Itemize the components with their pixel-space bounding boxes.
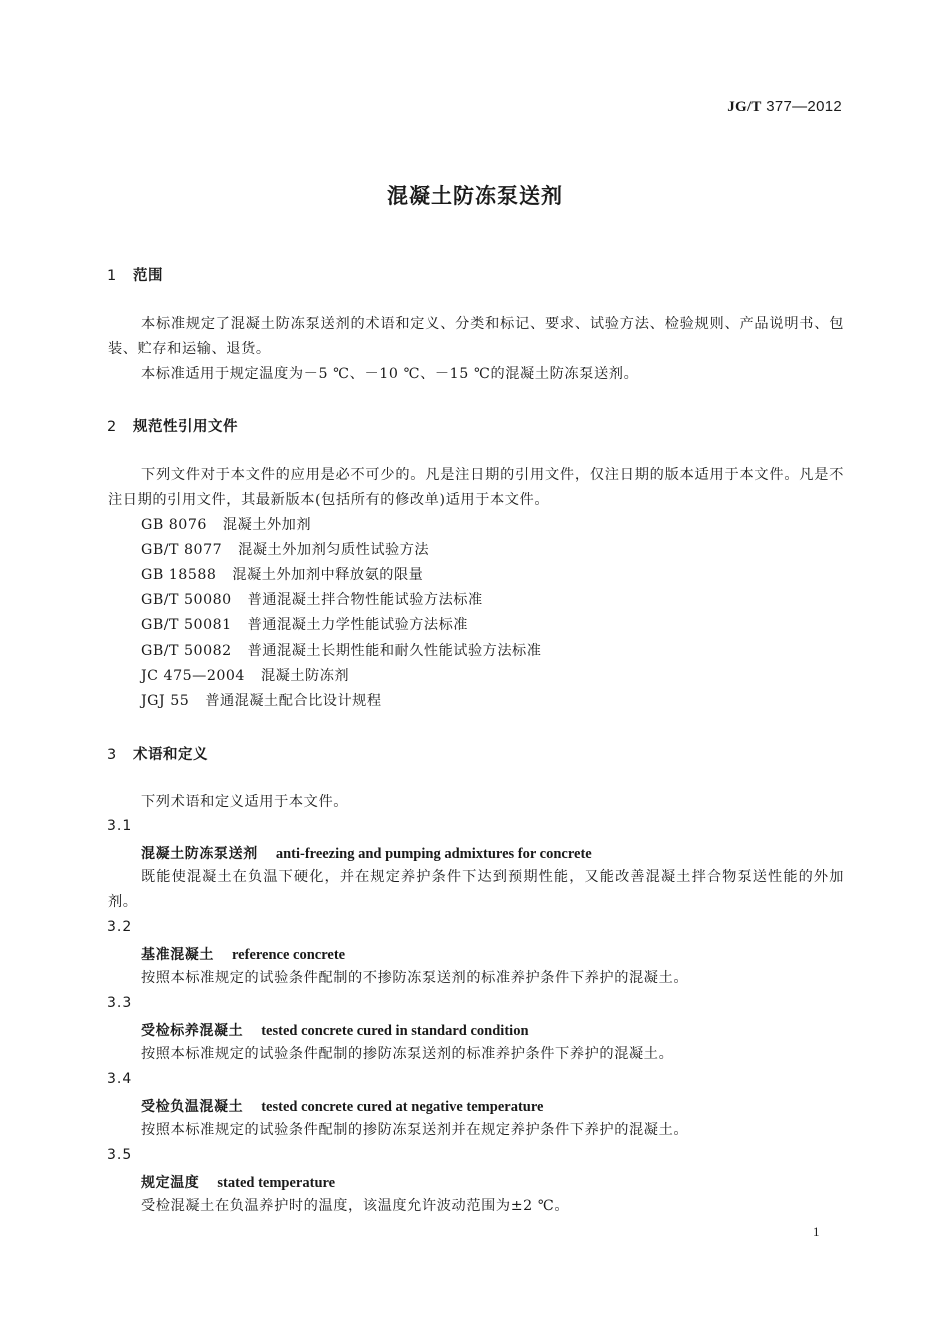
reference-name: 混凝土防冻剂: [260, 668, 350, 684]
term-title: [141, 1096, 543, 1116]
term-chinese: 受检标养混凝土: [141, 1023, 244, 1039]
section-3-paragraph-1: 下列术语和定义适用于本文件。: [141, 794, 349, 810]
reference-code: GB/T 50080: [141, 592, 232, 608]
section-1-paragraph-1: 本标准规定了混凝土防冻泵送剂的术语和定义、分类和标记、要求、试验方法、检验规则、产品说明书、包装、贮存和运输、退货。: [108, 316, 844, 357]
section-title: 术语和定义: [133, 747, 208, 763]
reference-code: GB/T 50082: [141, 643, 232, 659]
reference-item: [141, 539, 429, 559]
standard-prefix: JG/T: [727, 99, 762, 115]
reference-name: 普通混凝土力学性能试验方法标准: [247, 617, 468, 633]
section-number: 2: [107, 419, 117, 435]
reference-code: GB/T 8077: [141, 542, 223, 558]
section-3-heading: [107, 743, 208, 764]
reference-code: JGJ 55: [141, 693, 190, 709]
term-number: 3.1: [107, 818, 133, 834]
section-1-heading: [107, 264, 163, 285]
section-number: 3: [107, 747, 117, 763]
page-number: 1: [813, 1224, 820, 1239]
reference-code: GB/T 50081: [141, 617, 232, 633]
standard-code: [727, 98, 842, 116]
section-number: 1: [107, 268, 117, 284]
term-chinese: 规定温度: [141, 1175, 200, 1191]
term-chinese: 受检负温混凝土: [141, 1099, 244, 1115]
reference-item: [141, 640, 541, 660]
reference-item: [141, 564, 423, 584]
term-chinese: 混凝土防冻泵送剂: [141, 846, 258, 862]
term-definition: 既能使混凝土在负温下硬化，并在规定养护条件下达到预期性能，又能改善混凝土拌合物泵送性能的外加剂。: [108, 869, 844, 910]
reference-item: [141, 589, 483, 609]
term-english: anti-freezing and pumping admixtures for concrete: [275, 846, 592, 862]
term-title: [141, 944, 345, 964]
reference-name: 混凝土外加剂: [222, 517, 312, 533]
term-definition: 按照本标准规定的试验条件配制的不掺防冻泵送剂的标准养护条件下养护的混凝土。: [141, 970, 689, 986]
term-definition: 按照本标准规定的试验条件配制的掺防冻泵送剂并在规定养护条件下养护的混凝土。: [141, 1122, 689, 1138]
section-2-heading: [107, 415, 238, 436]
section-title: 规范性引用文件: [133, 419, 238, 435]
term-english: tested concrete cured in standard condition: [261, 1023, 529, 1039]
term-number: 3.4: [107, 1071, 133, 1087]
reference-code: GB 18588: [141, 567, 217, 583]
reference-code: JC 475—2004: [141, 668, 245, 684]
reference-name: 普通混凝土长期性能和耐久性能试验方法标准: [247, 643, 542, 659]
term-english: tested concrete cured at negative temperature: [261, 1099, 544, 1115]
reference-name: 混凝土外加剂匀质性试验方法: [238, 542, 430, 558]
term-title: [141, 843, 592, 863]
term-chinese: 基准混凝土: [141, 947, 214, 963]
reference-item: [141, 614, 468, 634]
section-title: 范围: [133, 268, 163, 284]
document-title: 混凝土防冻泵送剂: [387, 184, 563, 208]
term-number: 3.3: [107, 995, 133, 1011]
term-english: stated temperature: [217, 1175, 336, 1191]
term-definition: 按照本标准规定的试验条件配制的掺防冻泵送剂的标准养护条件下养护的混凝土。: [141, 1046, 674, 1062]
section-1-paragraph-2: 本标准适用于规定温度为－5 ℃、－10 ℃、－15 ℃的混凝土防冻泵送剂。: [141, 366, 639, 382]
term-title: [141, 1020, 529, 1040]
term-number: 3.5: [107, 1147, 133, 1163]
standard-number: 377—2012: [766, 98, 842, 115]
section-2-paragraph-1: 下列文件对于本文件的应用是必不可少的。凡是注日期的引用文件，仅注日期的版本适用于本文件。凡是不注日期的引用文件，其最新版本(包括所有的修改单)适用于本文件。: [108, 467, 844, 508]
reference-name: 普通混凝土拌合物性能试验方法标准: [247, 592, 483, 608]
reference-code: GB 8076: [141, 517, 207, 533]
reference-item: [141, 514, 311, 534]
term-number: 3.2: [107, 919, 133, 935]
reference-name: 混凝土外加剂中释放氨的限量: [232, 567, 424, 583]
term-title: [141, 1172, 335, 1192]
reference-item: [141, 690, 382, 710]
term-definition: 受检混凝土在负温养护时的温度，该温度允许波动范围为±2 ℃。: [141, 1198, 570, 1214]
reference-item: [141, 665, 349, 685]
reference-name: 普通混凝土配合比设计规程: [205, 693, 382, 709]
term-english: reference concrete: [232, 947, 346, 963]
